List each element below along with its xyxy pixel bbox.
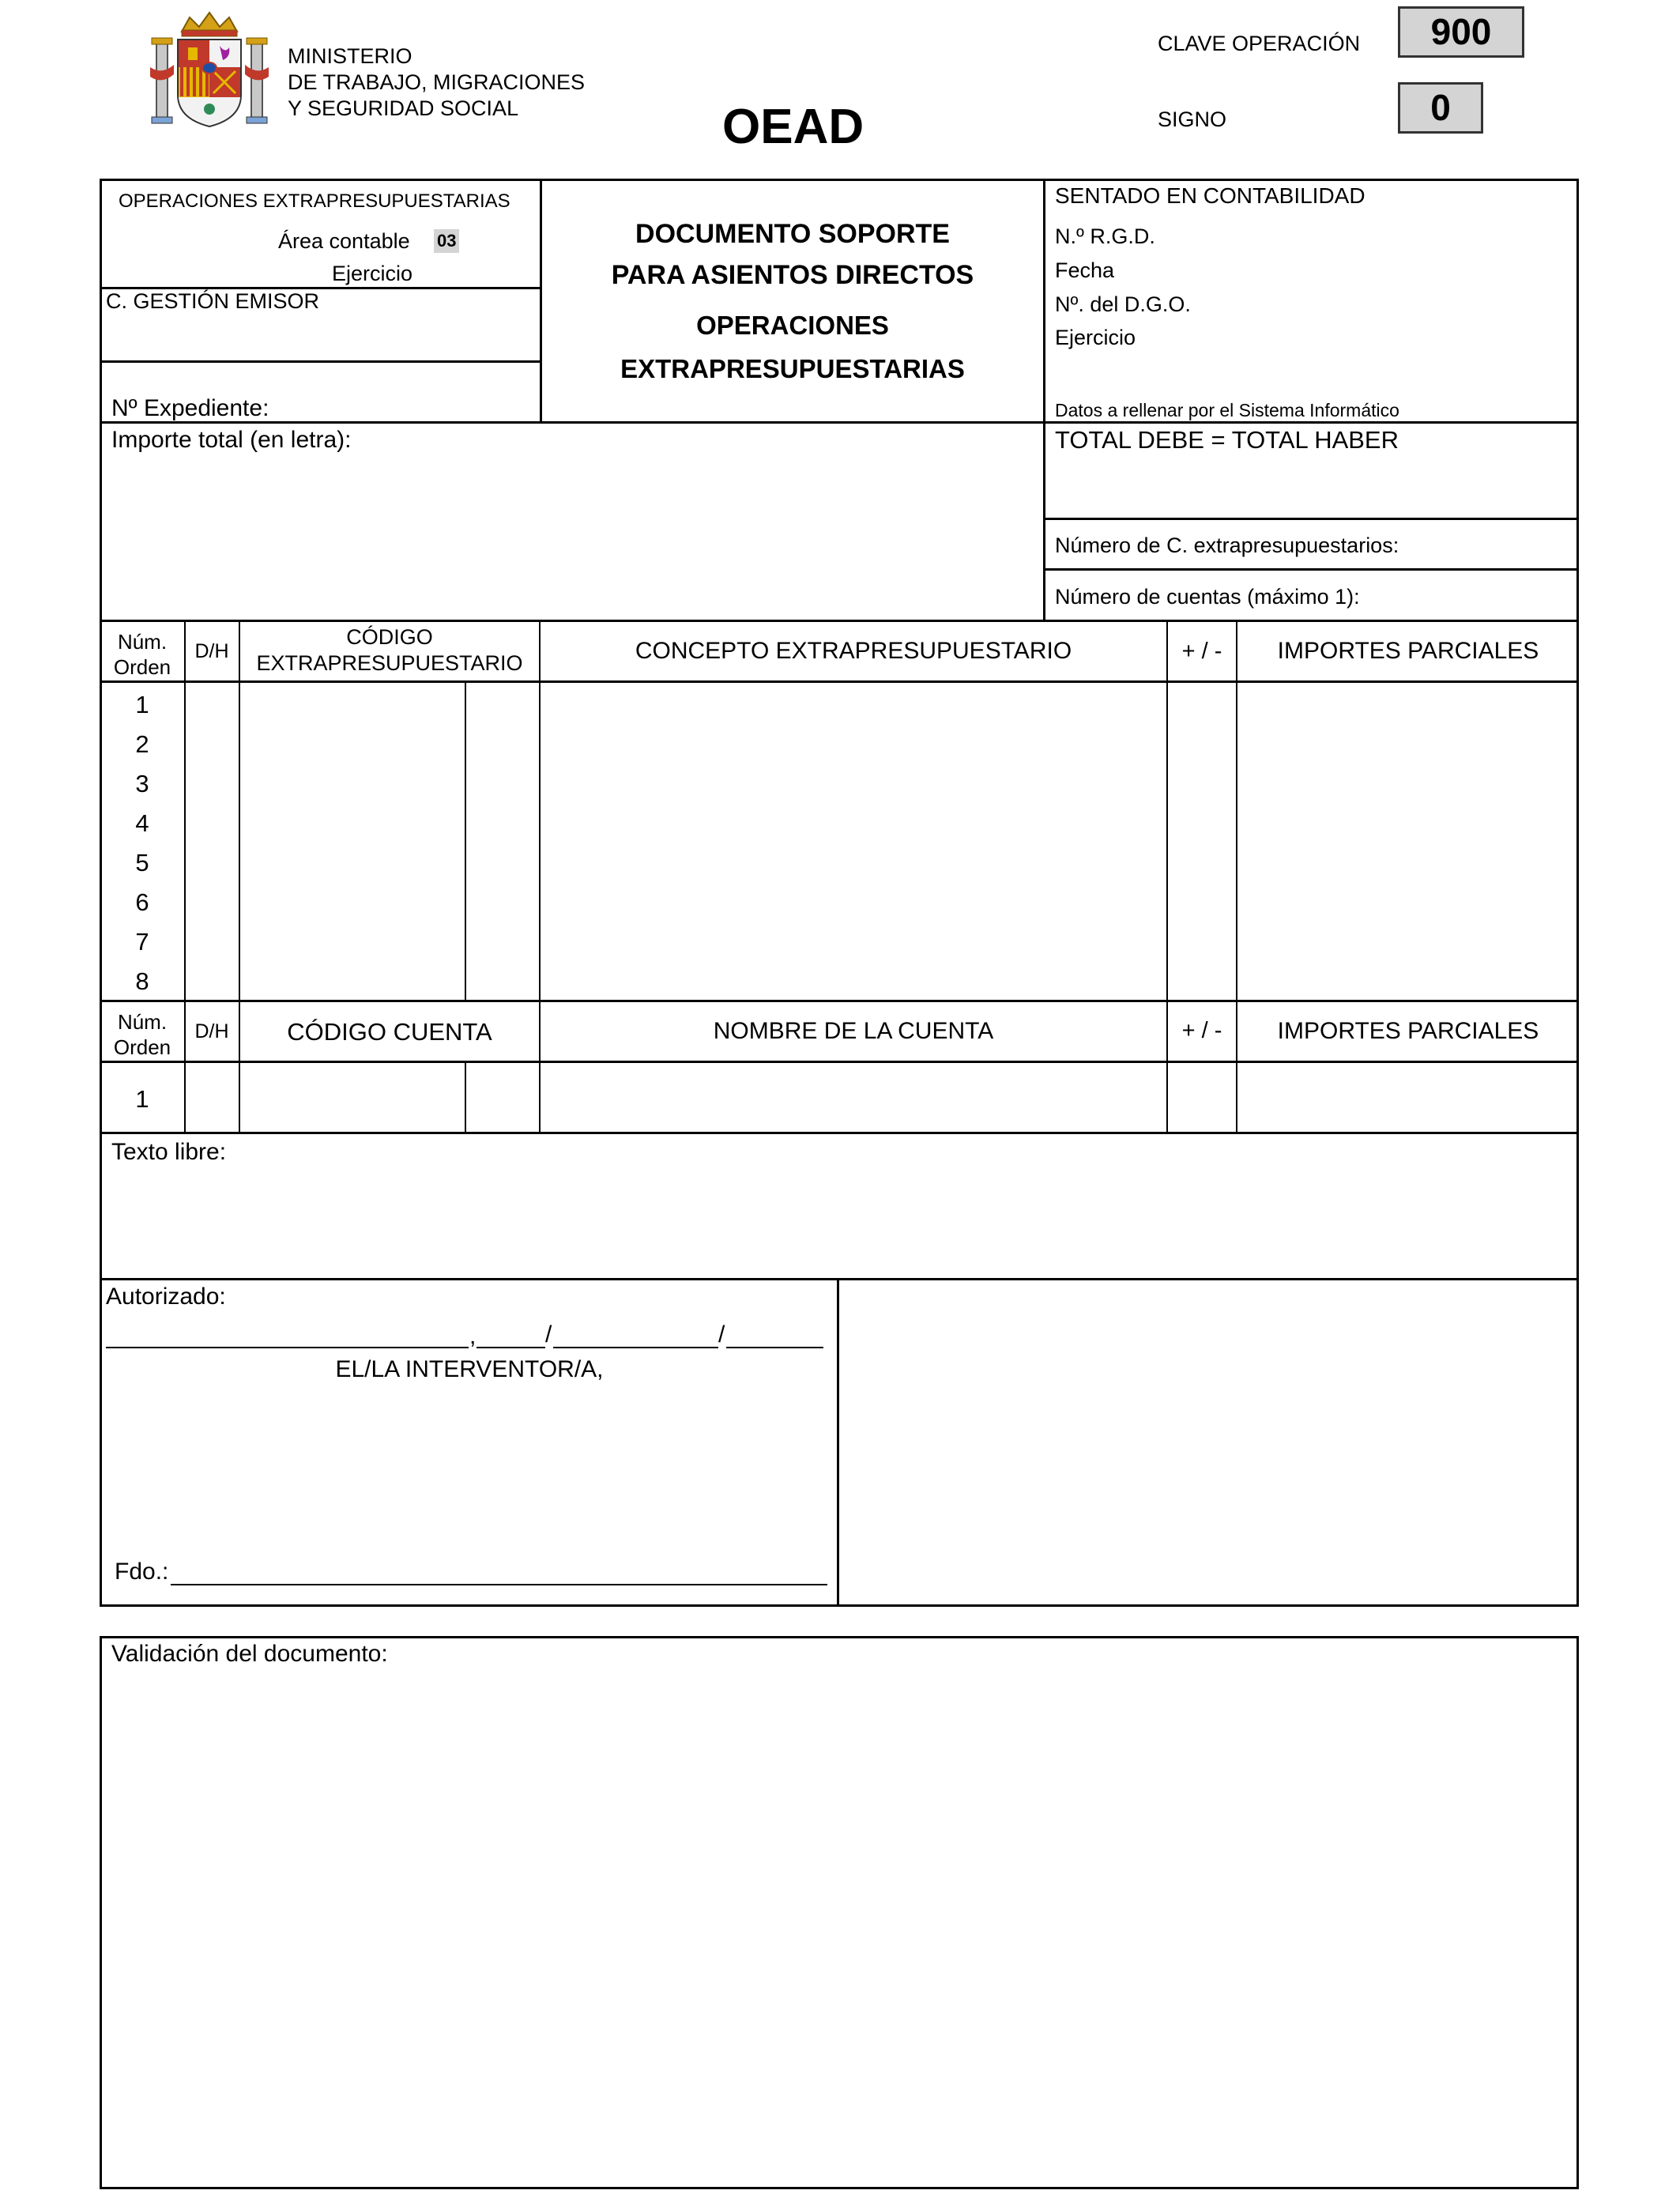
num-extrapresupuestarios-label: Número de C. extrapresupuestarios: (1055, 533, 1399, 557)
col-header-num-line-1: Núm. (117, 1010, 168, 1034)
doc-title-line-1: DOCUMENTO SOPORTE (635, 219, 950, 249)
signature-line (171, 1584, 827, 1585)
col-header-sign: + / - (1181, 1018, 1222, 1043)
doc-title-line-2: PARA ASIENTOS DIRECTOS (611, 260, 974, 290)
ministry-line-1: MINISTERIO (288, 44, 412, 68)
place-line (106, 1347, 469, 1348)
cuenta-entries-area[interactable] (186, 1063, 1578, 1131)
coat-of-arms-icon (150, 8, 269, 130)
col-header-importes: IMPORTES PARCIALES (1277, 1018, 1539, 1044)
col-header-importes: IMPORTES PARCIALES (1277, 638, 1539, 664)
texto-libre-label: Texto libre: (111, 1139, 227, 1165)
row-number: 1 (135, 691, 149, 718)
rgd-label: N.º R.G.D. (1055, 224, 1155, 248)
row-number: 6 (135, 888, 149, 916)
divider (1043, 179, 1045, 621)
col-header-num-line-2: Orden (113, 655, 171, 679)
row-number: 8 (135, 967, 149, 995)
col-header-dh: D/H (194, 1020, 229, 1042)
fecha-label: Fecha (1055, 258, 1115, 282)
col-header-nombre-cuenta: NOMBRE DE LA CUENTA (713, 1018, 994, 1044)
signo-label: SIGNO (1158, 107, 1227, 131)
year-line (726, 1347, 823, 1348)
divider (100, 1132, 1579, 1134)
texto-libre-field[interactable] (102, 1170, 1576, 1276)
document-code: OEAD (722, 100, 864, 154)
col-header-codigo-cuenta: CÓDIGO CUENTA (287, 1018, 492, 1046)
stamp-area[interactable] (839, 1280, 1576, 1604)
row-number: 4 (135, 809, 149, 837)
expediente-label: Nº Expediente: (111, 395, 269, 421)
row-number: 3 (135, 770, 149, 797)
date-separator: / (545, 1321, 552, 1348)
divider (540, 179, 542, 424)
sentado-contabilidad-title: SENTADO EN CONTABILIDAD (1055, 183, 1365, 208)
month-line (553, 1347, 718, 1348)
row-number: 7 (135, 928, 149, 956)
autorizado-signature-field[interactable] (102, 1375, 835, 1557)
date-separator: , (469, 1323, 477, 1349)
clave-operacion-value: 900 (1398, 6, 1524, 58)
col-header-num (101, 629, 183, 680)
fdo-label: Fdo.: (115, 1559, 169, 1585)
num-cuentas-label: Número de cuentas (máximo 1): (1055, 585, 1360, 609)
ejercicio-label: Ejercicio (332, 262, 413, 285)
extrapresupuestario-entries-area[interactable] (186, 683, 1578, 999)
col-header-concepto: CONCEPTO EXTRAPRESUPUESTARIO (635, 638, 1072, 664)
divider (100, 360, 542, 363)
day-line (477, 1347, 545, 1348)
col-header-codigo-line-1: CÓDIGO (346, 625, 433, 649)
ejercicio-contable-label: Ejercicio (1055, 326, 1136, 349)
ministry-line-3: Y SEGURIDAD SOCIAL (288, 96, 519, 120)
col-header-num-line-2: Orden (113, 1035, 171, 1059)
col-header-sign: + / - (1181, 639, 1222, 664)
interventor-role: EL/LA INTERVENTOR/A, (335, 1356, 604, 1382)
row-number: 5 (135, 849, 149, 876)
col-header-codigo (240, 624, 539, 677)
date-separator: / (718, 1321, 725, 1348)
autorizado-label: Autorizado: (106, 1284, 226, 1310)
doc-title-line-4: EXTRAPRESUPUESTARIAS (620, 354, 965, 383)
divider (100, 1000, 1579, 1002)
gestion-emisor-label: C. GESTIÓN EMISOR (106, 289, 320, 313)
divider (1043, 568, 1579, 571)
col-header-dh: D/H (194, 640, 229, 662)
divider (100, 421, 1579, 424)
col-header-num-line-1: Núm. (117, 630, 168, 654)
divider (1043, 518, 1579, 520)
area-contable-value: 03 (434, 229, 459, 253)
doc-title-line-3: OPERACIONES (696, 311, 889, 340)
clave-operacion-label: CLAVE OPERACIÓN (1158, 32, 1361, 55)
total-debe-haber-label: TOTAL DEBE = TOTAL HABER (1055, 426, 1399, 454)
signo-value: 0 (1398, 82, 1483, 134)
importe-total-label: Importe total (en letra): (111, 427, 352, 453)
col-header-codigo-line-2: EXTRAPRESUPUESTARIO (256, 651, 523, 675)
row-number: 2 (135, 730, 149, 758)
ministry-line-2: DE TRABAJO, MIGRACIONES (288, 70, 586, 94)
row-number: 1 (135, 1085, 149, 1113)
area-contable-label: Área contable (278, 229, 410, 253)
col-header-num (101, 1009, 183, 1060)
validacion-field[interactable] (102, 1672, 1576, 2185)
divider (100, 620, 1579, 622)
dgo-label: Nº. del D.G.O. (1055, 292, 1191, 316)
sistema-informatico-note: Datos a rellenar por el Sistema Informático (1055, 400, 1399, 420)
ops-extrapresupuestarias-title: OPERACIONES EXTRAPRESUPUESTARIAS (119, 190, 510, 212)
validacion-label: Validación del documento: (111, 1641, 388, 1667)
